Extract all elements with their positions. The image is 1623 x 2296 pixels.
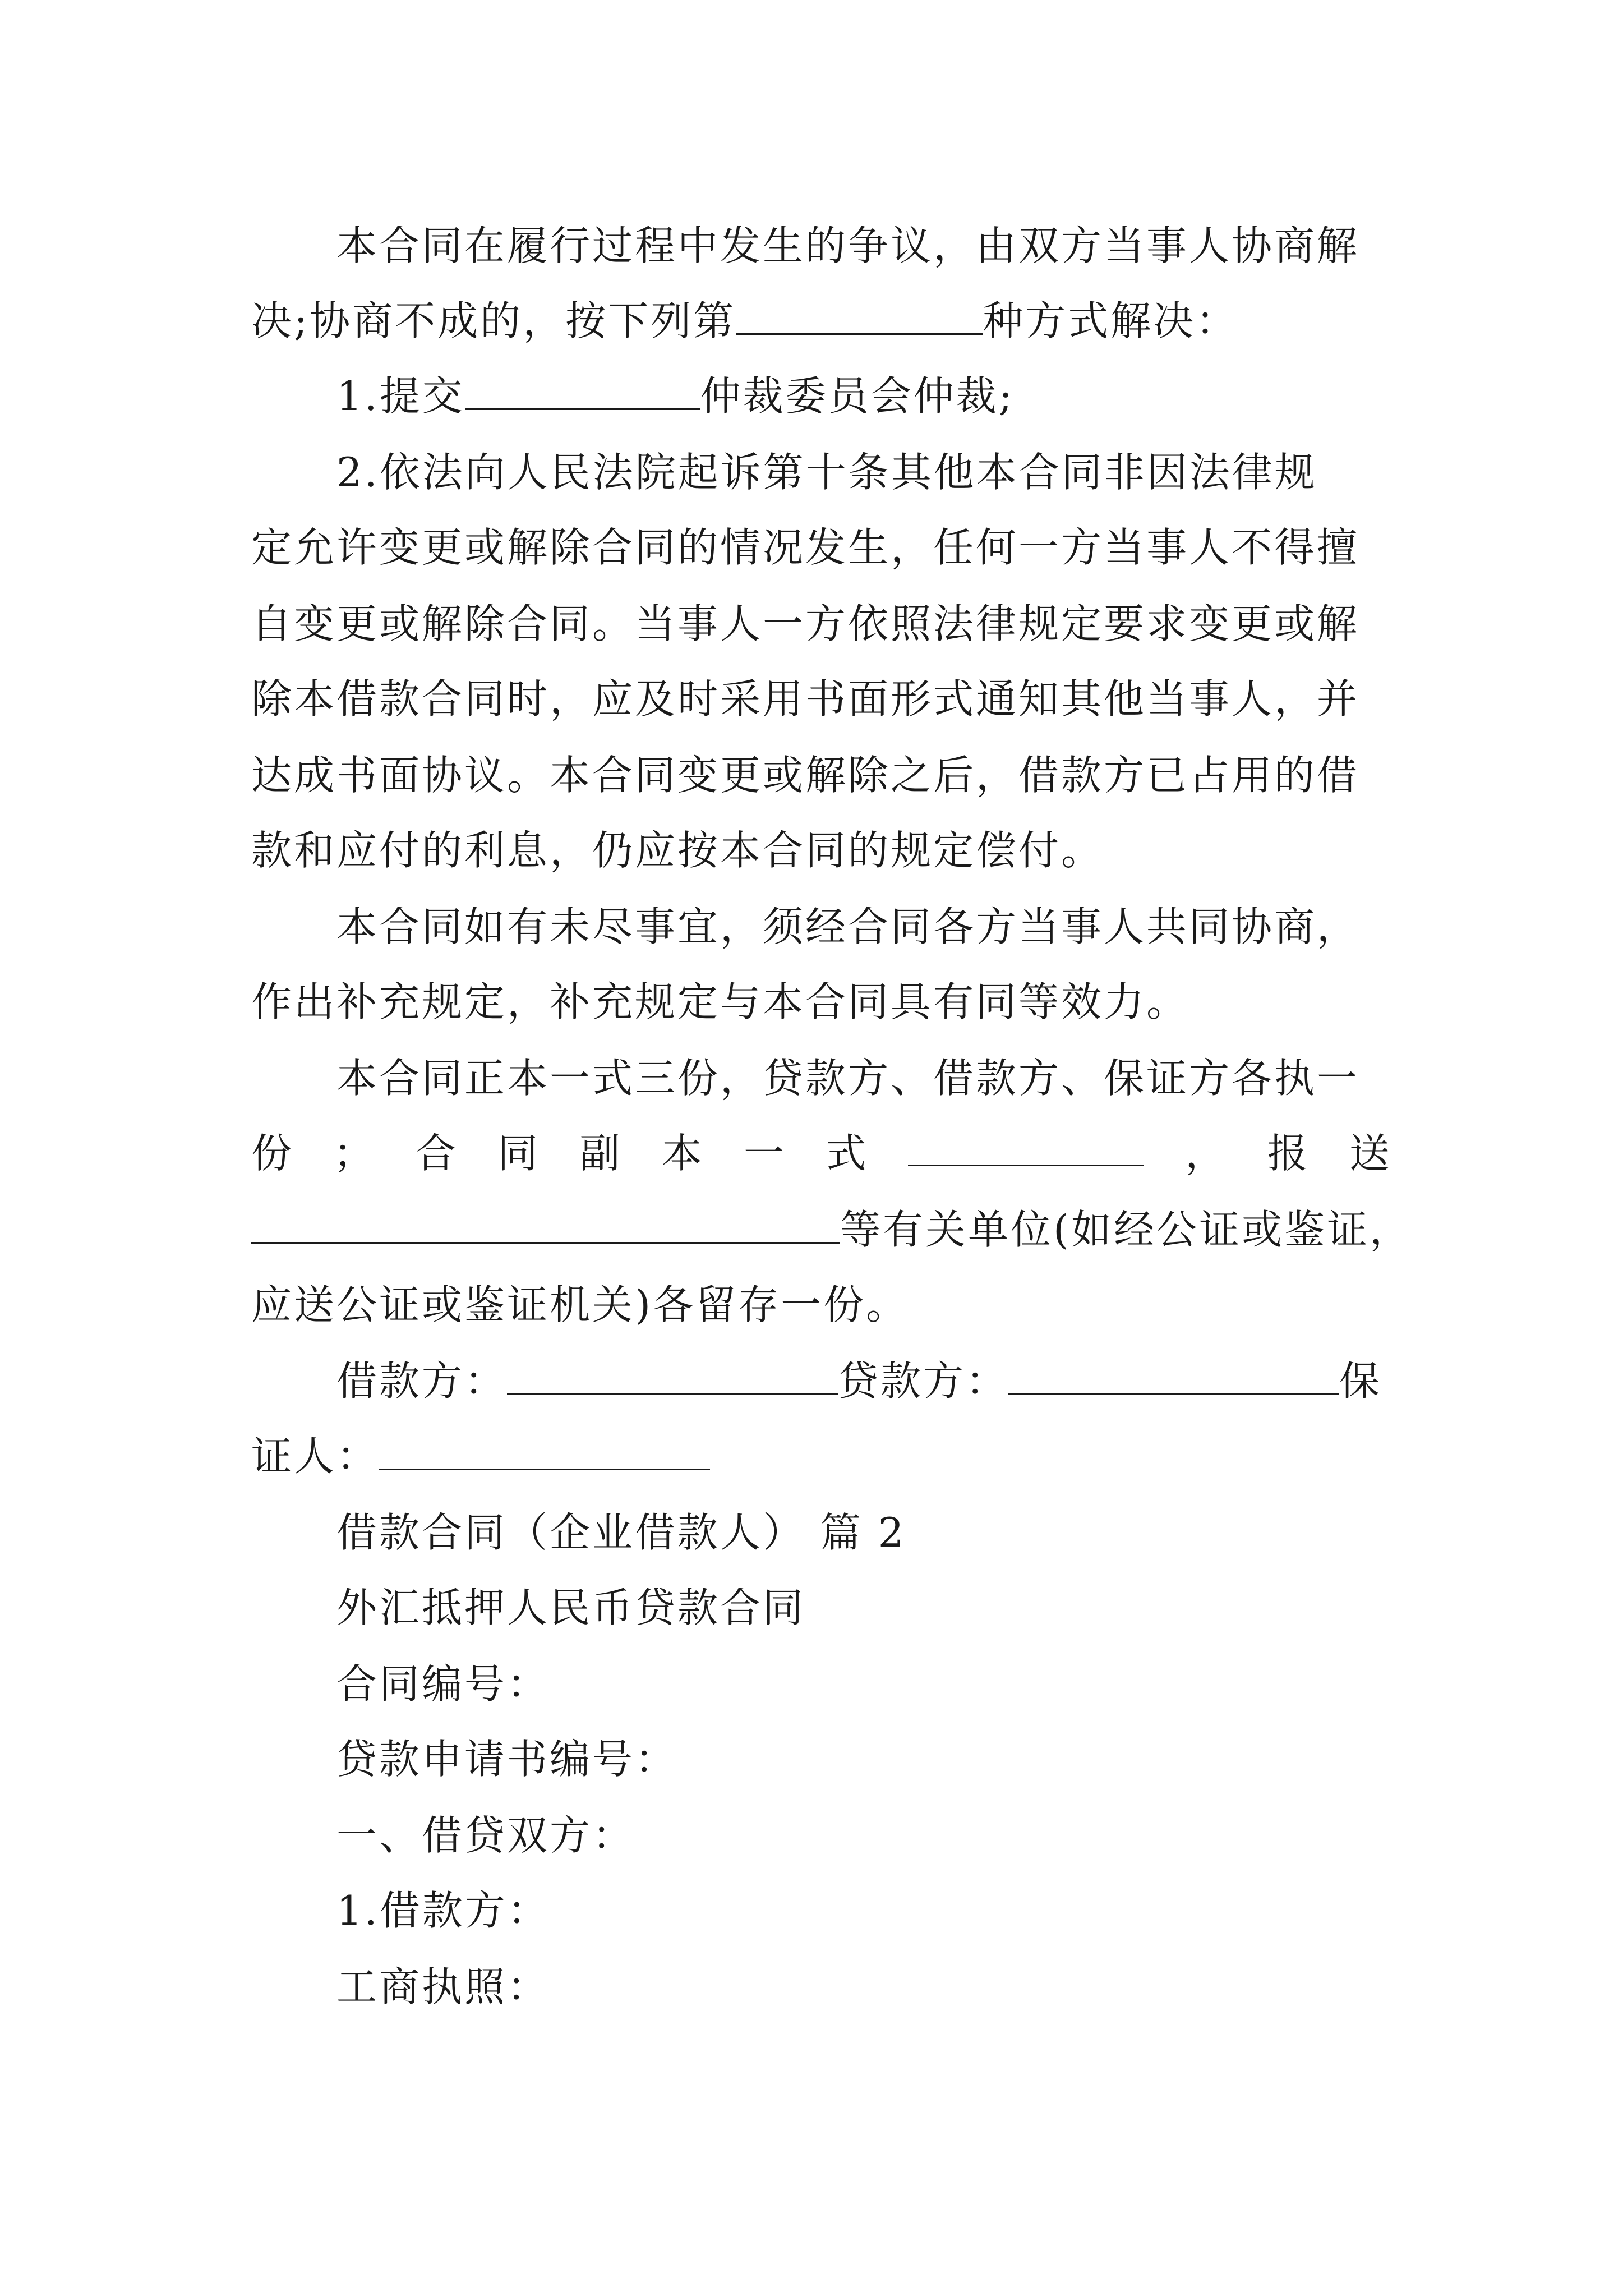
justified-line: 份 ； 合 同 副 本 一 式 ， 报 送 xyxy=(251,1125,1390,1181)
borrower-label: 1.借款方： xyxy=(336,1887,550,1934)
business-license-label: 工商执照： xyxy=(336,1963,550,2010)
fill-in-blank xyxy=(908,1125,1144,1166)
paragraph-line: 达成书面协议。本合同变更或解除之后，借款方已占用的借 xyxy=(251,752,1360,799)
section-heading: 一、借贷双方： xyxy=(336,1812,635,1859)
paragraph-line: 本合同如有未尽事宜，须经合同各方当事人共同协商， xyxy=(336,903,1360,950)
section-heading: 借款合同（企业借款人） 篇 2 xyxy=(336,1509,906,1556)
paragraph-line: 本合同正本一式三份，贷款方、借款方、保证方各执一 xyxy=(336,1055,1360,1102)
signature-line: 借款方： 贷款方： 保 xyxy=(336,1353,1390,1409)
borrower-signature-blank xyxy=(507,1354,838,1395)
guarantor-signature-blank xyxy=(379,1429,710,1470)
application-number-label: 贷款申请书编号： xyxy=(336,1736,678,1783)
paragraph-line: 自变更或解除合同。当事人一方依照法律规定要求变更或解 xyxy=(251,600,1360,647)
contract-title: 外汇抵押人民币贷款合同 xyxy=(336,1584,806,1631)
paragraph-line: 款和应付的利息，仍应按本合同的规定偿付。 xyxy=(251,827,1104,874)
contract-number-label: 合同编号： xyxy=(336,1660,550,1708)
signature-line: 证人： xyxy=(251,1428,1390,1484)
paragraph-line: 除本借款合同时，应及时采用书面形式通知其他当事人，并 xyxy=(251,675,1360,723)
paragraph-line: 2.依法向人民法院起诉第十条其他本合同非因法律规 xyxy=(336,449,1317,496)
paragraph-line: 定允许变更或解除合同的情况发生，任何一方当事人不得擅 xyxy=(251,524,1360,571)
paragraph-line: 1.提交 仲裁委员会仲裁; xyxy=(336,368,1390,424)
paragraph-line: 作出补充规定，补充规定与本合同具有同等效力。 xyxy=(251,978,1189,1025)
fill-in-blank xyxy=(251,1203,840,1244)
paragraph-line: 决;协商不成的，按下列第 种方式解决： xyxy=(251,293,1390,349)
paragraph-line: 等有关单位(如经公证或鉴证， xyxy=(251,1202,1390,1258)
paragraph-line: 应送公证或鉴证机关)各留存一份。 xyxy=(251,1281,909,1328)
fill-in-blank xyxy=(465,369,700,410)
fill-in-blank xyxy=(736,294,983,335)
lender-signature-blank xyxy=(1008,1354,1339,1395)
paragraph-line: 本合同在履行过程中发生的争议，由双方当事人协商解 xyxy=(336,222,1360,269)
